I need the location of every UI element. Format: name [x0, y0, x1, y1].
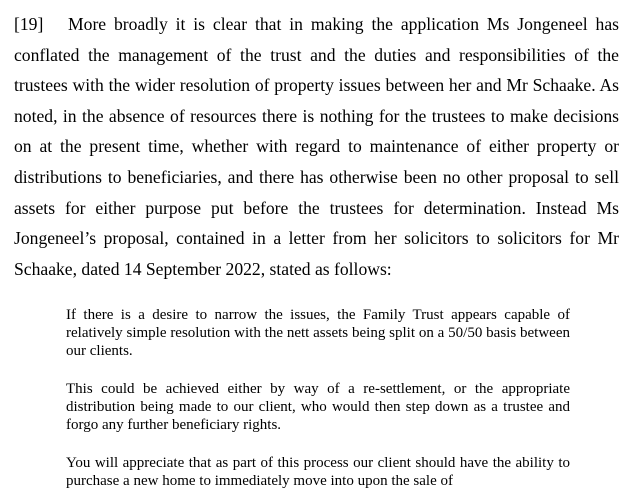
quoted-paragraph-3: You will appreciate that as part of this process our client should have the ability to purchase a new home to immediately move into upon the sale of: [66, 455, 570, 490]
judgment-paragraph-19: [14, 9, 619, 284]
quoted-paragraph-2: This could be achieved either by way of a re-settlement, or the appropriate distribution being made to our client, who would then step down as a trustee and forgo any further beneficiary rights.: [66, 381, 570, 434]
paragraph-text: More broadly it is clear that in making the application Ms Jongeneel has conflated the management of the trust and the duties and responsibilities of the trustees with the wider resolution of property issues between her and Mr Schaake. As noted, in the absence of resources there is nothing for the trustees to make decisions on at the present time, whether with regard to maintenance of either property or distributions to beneficiaries, and there has otherwise been no other proposal to sell assets for either purpose put before the trustees for determination. Instead Ms Jongeneel’s proposal, contained in a letter from her solicitors to solicitors for Mr Schaake, dated 14 September 2022, stated as follows:: [14, 14, 619, 279]
paragraph-number: [19]: [14, 14, 44, 34]
quoted-paragraph-1: If there is a desire to narrow the issues, the Family Trust appears capable of relatively simple resolution with the nett assets being split on a 50/50 basis between our clients.: [66, 307, 570, 360]
